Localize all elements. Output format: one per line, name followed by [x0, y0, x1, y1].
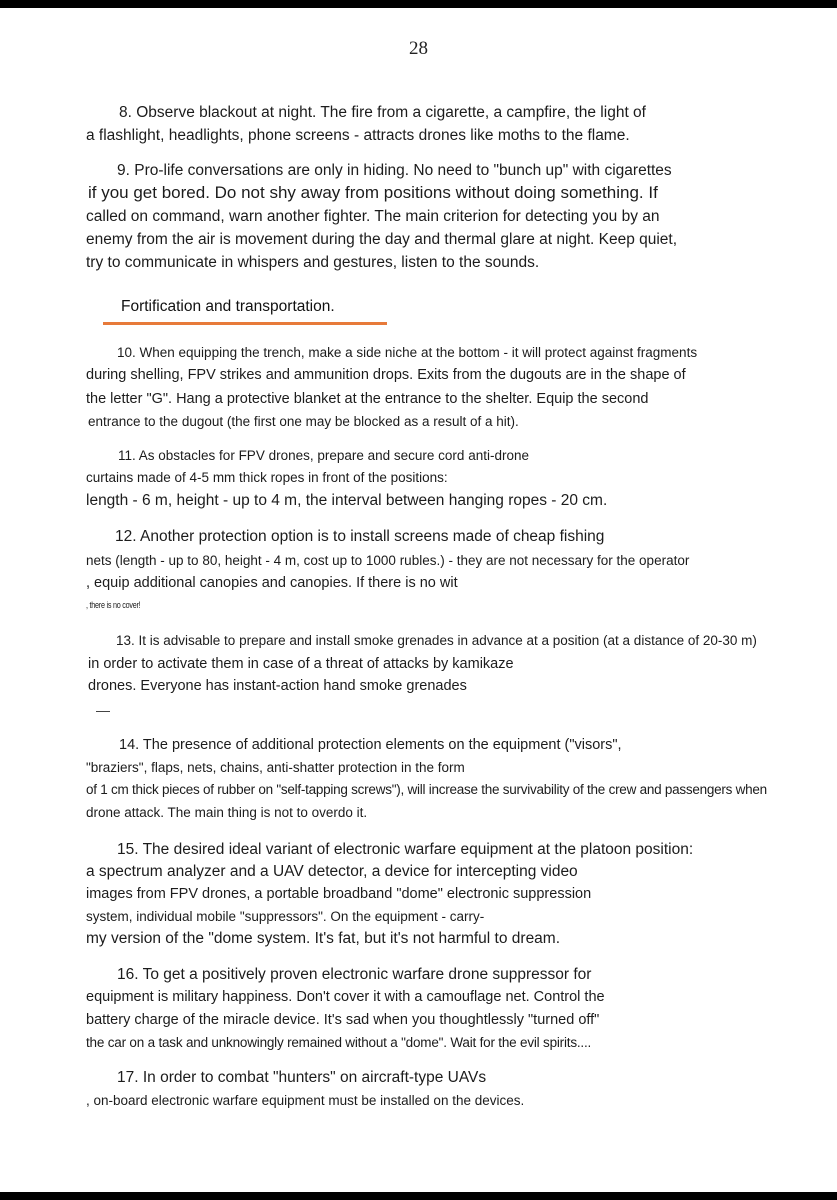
p10-line-2: during shelling, FPV strikes and ammunition drops. Exits from the dugouts are in the shape of	[86, 367, 686, 383]
section-heading: Fortification and transportation.	[121, 298, 335, 315]
p15-line-1: 15. The desired ideal variant of electronic warfare equipment at the platoon position:	[117, 841, 694, 858]
p10-line-4: entrance to the dugout (the first one may be blocked as a result of a hit).	[88, 414, 519, 429]
p9-line-1: 9. Pro-life conversations are only in hiding. No need to "bunch up" with cigarettes	[117, 162, 672, 179]
p16-line-1: 16. To get a positively proven electronic warfare drone suppressor for	[117, 966, 592, 983]
p14-line-1: 14. The presence of additional protection elements on the equipment ("visors",	[119, 737, 622, 753]
p10-line-3: the letter "G". Hang a protective blanket at the entrance to the shelter. Equip the second	[86, 391, 649, 407]
stray-mark	[96, 711, 110, 712]
p13-line-3: drones. Everyone has instant-action hand smoke grenades	[88, 678, 467, 694]
p11-line-3: length - 6 m, height - up to 4 m, the interval between hanging ropes - 20 cm.	[86, 492, 608, 509]
p9-line-4: enemy from the air is movement during the day and thermal glare at night. Keep quiet,	[86, 231, 678, 248]
p10-line-1: 10. When equipping the trench, make a side niche at the bottom - it will protect against fragments	[117, 345, 698, 360]
p9-line-3: called on command, warn another fighter. The main criterion for detecting you by an	[86, 208, 660, 225]
p9-line-5: try to communicate in whispers and gestures, listen to the sounds.	[86, 254, 540, 271]
p15-line-3: images from FPV drones, a portable broadband "dome" electronic suppression	[86, 886, 592, 902]
p15-line-5: my version of the "dome system. It's fat, but it's not harmful to dream.	[86, 930, 561, 947]
p11-line-2: curtains made of 4-5 mm thick ropes in front of the positions:	[86, 470, 448, 485]
document-page	[0, 8, 837, 1192]
p9-line-2: if you get bored. Do not shy away from positions without doing something. If	[88, 183, 658, 202]
p16-line-3: battery charge of the miracle device. It's sad when you thoughtlessly "turned off"	[86, 1012, 600, 1028]
p12-line-1: 12. Another protection option is to install screens made of cheap fishing	[115, 528, 605, 545]
p14-line-2: "braziers", flaps, nets, chains, anti-shatter protection in the form	[86, 760, 465, 775]
p13-line-1: 13. It is advisable to prepare and install smoke grenades in advance at a position (at a distance of 20-30 m)	[116, 633, 757, 648]
p14-line-3: of 1 cm thick pieces of rubber on "self-tapping screws"), will increase the survivability of the crew and passengers when	[86, 782, 767, 797]
p16-line-2: equipment is military happiness. Don't cover it with a camouflage net. Control the	[86, 989, 605, 1005]
p11-line-1: 11. As obstacles for FPV drones, prepare and secure cord anti-drone	[118, 448, 529, 463]
heading-underline	[103, 322, 387, 325]
p12-line-3: , equip additional canopies and canopies. If there is no wit	[86, 575, 458, 591]
page-number: 28	[409, 38, 428, 59]
p13-line-2: in order to activate them in case of a threat of attacks by kamikaze	[88, 656, 514, 672]
p12-line-2: nets (length - up to 80, height - 4 m, cost up to 1000 rubles.) - they are not necessary for the operator	[86, 553, 690, 568]
p16-line-4: the car on a task and unknowingly remained without a "dome". Wait for the evil spirits....	[86, 1035, 592, 1050]
p15-line-4: system, individual mobile "suppressors". On the equipment - carry-	[86, 909, 485, 924]
p14-line-4: drone attack. The main thing is not to overdo it.	[86, 805, 368, 820]
p17-line-1: 17. In order to combat "hunters" on aircraft-type UAVs	[117, 1069, 487, 1086]
p12-line-4: , there is no cover!	[86, 600, 141, 610]
p17-line-2: , on-board electronic warfare equipment must be installed on the devices.	[86, 1093, 525, 1108]
p8-line-1: 8. Observe blackout at night. The fire from a cigarette, a campfire, the light of	[119, 104, 646, 121]
p8-line-2: a flashlight, headlights, phone screens - attracts drones like moths to the flame.	[86, 127, 630, 144]
p15-line-2: a spectrum analyzer and a UAV detector, a device for intercepting video	[86, 863, 578, 880]
